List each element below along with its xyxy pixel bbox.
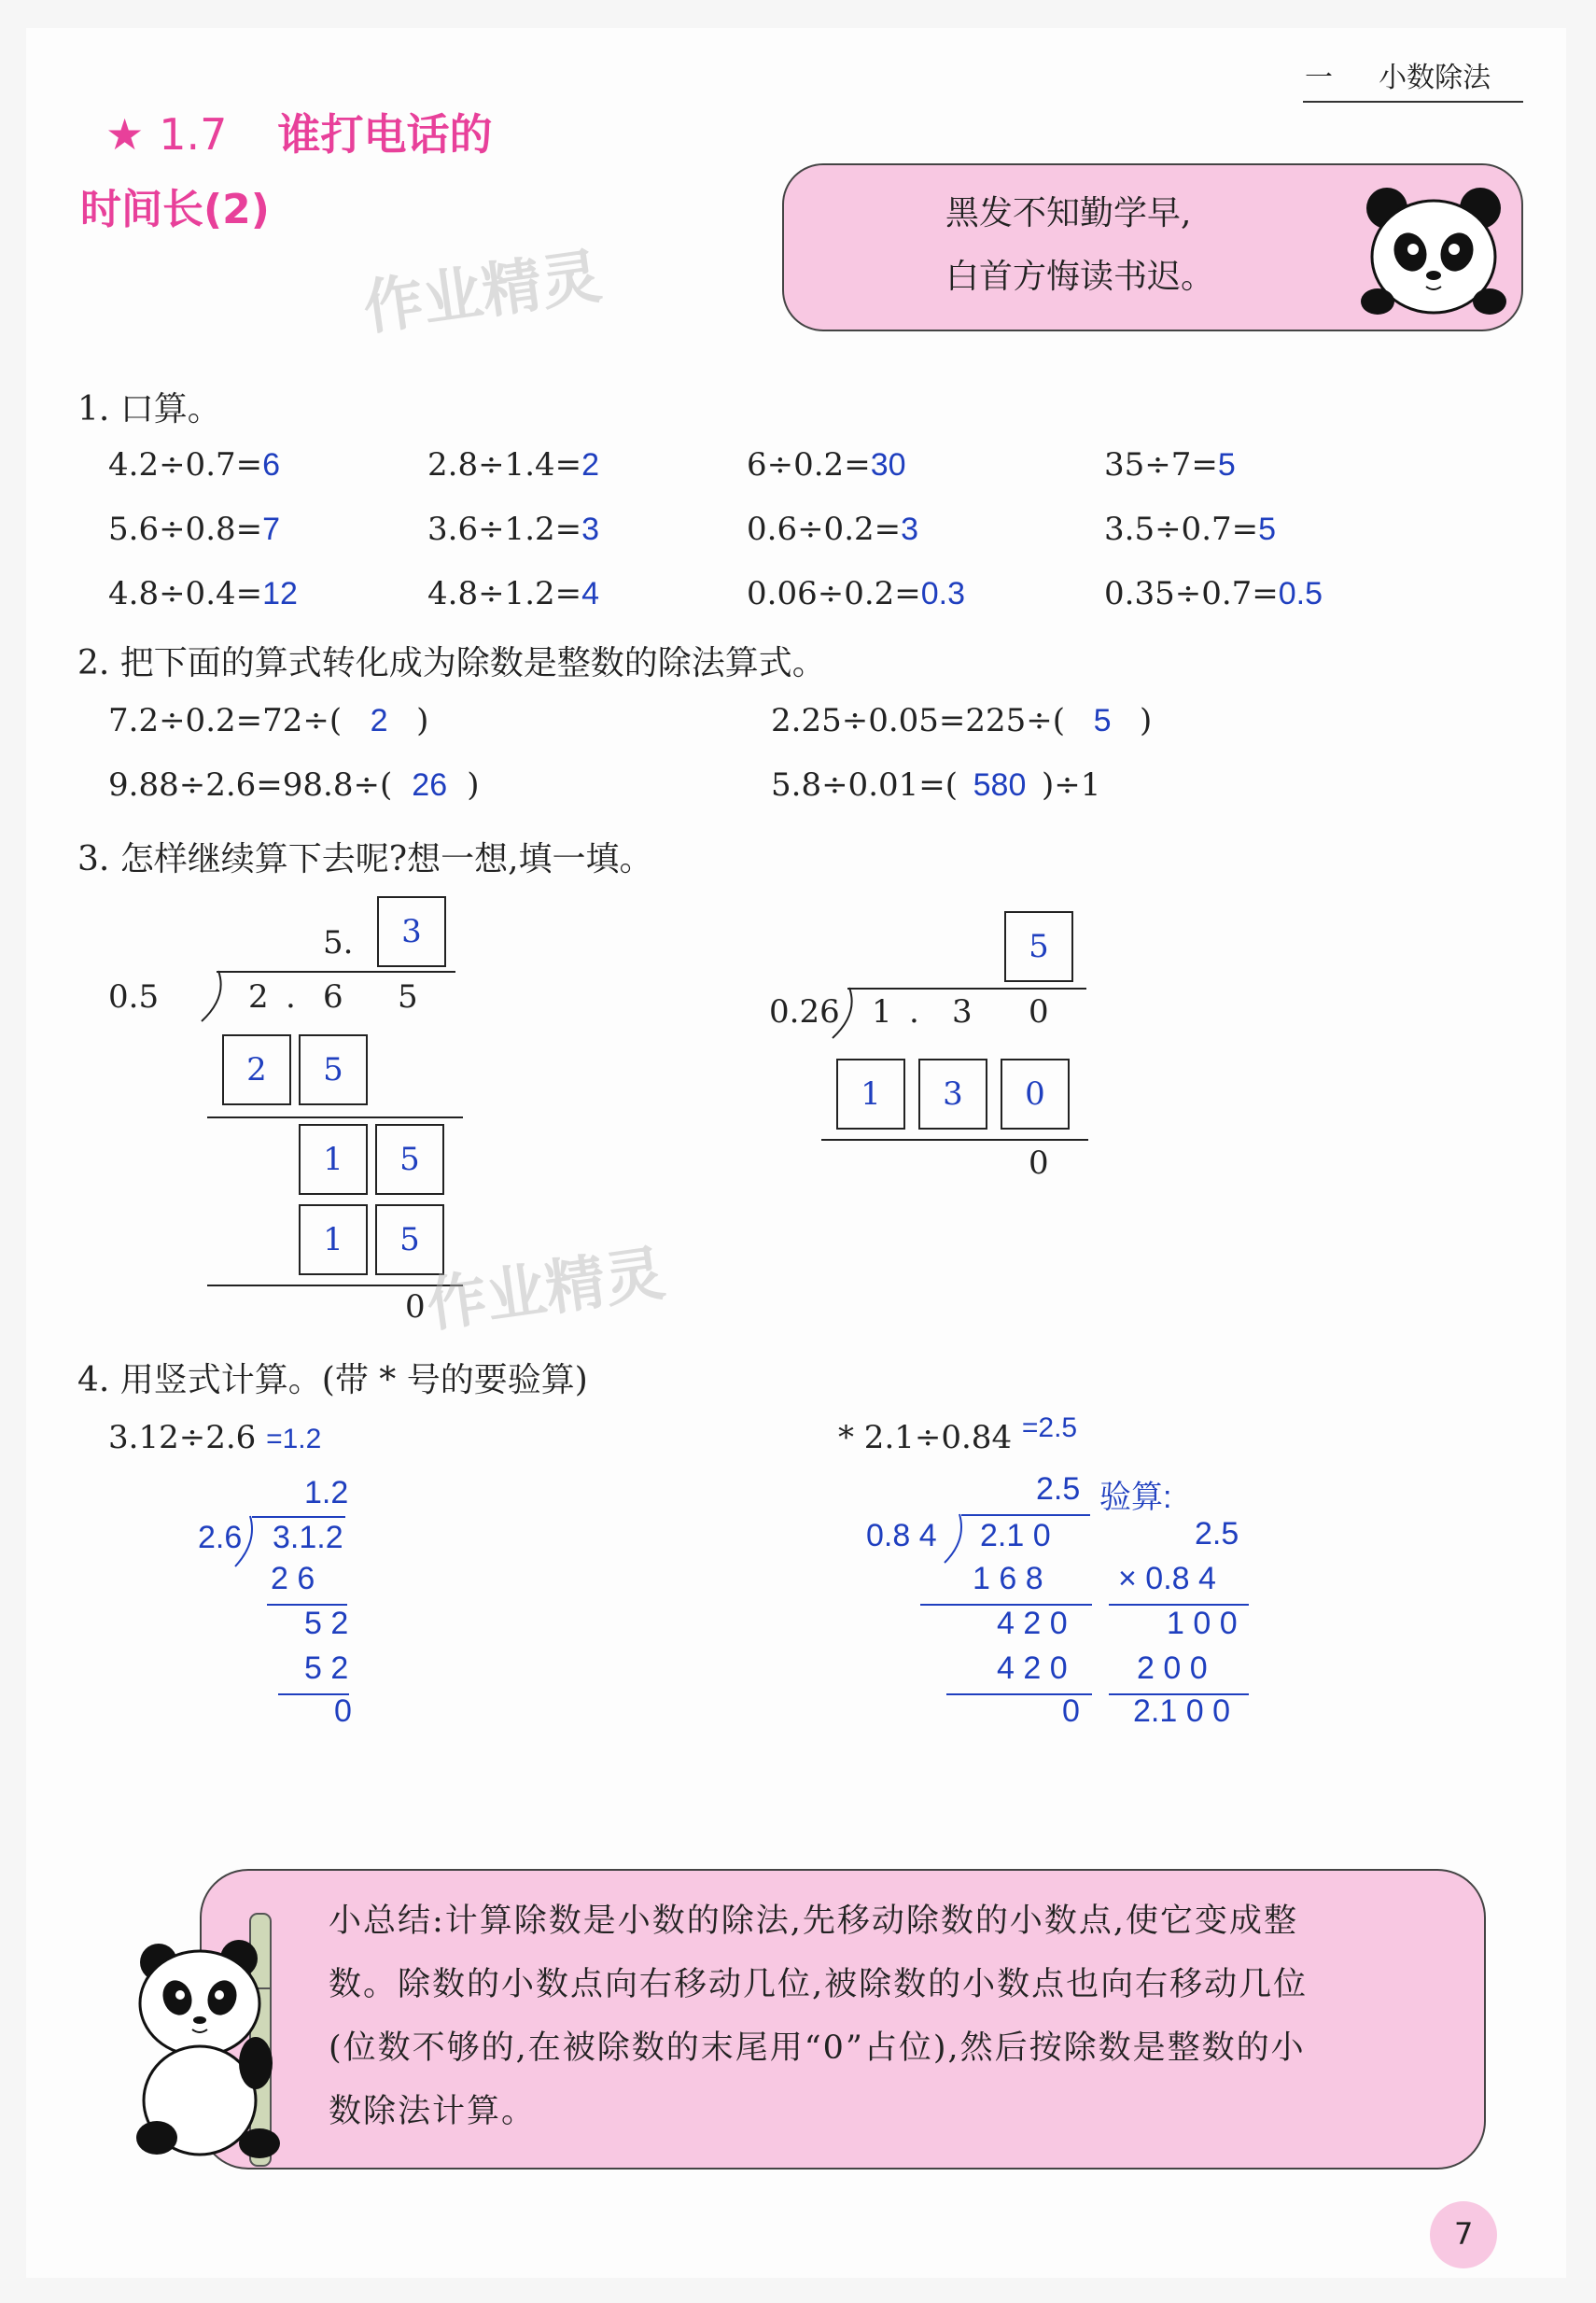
q3-left-step1-box: 5 [299, 1034, 368, 1105]
q3-right-quotient-box: 5 [1004, 911, 1073, 982]
q4a-dividend: 3.1.2 [273, 1520, 343, 1555]
q3-left-step3-box: 1 [299, 1204, 368, 1275]
q4b-check-p1: 1 0 0 [1167, 1606, 1238, 1641]
q1-title: 1. 口算。 [77, 390, 221, 428]
q3-right-dividend-digit: . [909, 993, 919, 1031]
lesson-title-line2: 时间长(2) [80, 186, 270, 233]
answer: 12 [262, 576, 298, 611]
q3-left-step3-box: 5 [375, 1204, 444, 1275]
q3-right-dividend-digit: 1 [872, 993, 892, 1031]
q3-left-quotient-box: 3 [377, 896, 446, 967]
q3-left-dividend-digit: 2 [248, 978, 269, 1016]
chapter-header [1305, 54, 1491, 95]
q1-item: 35÷7=5 [1104, 446, 1236, 484]
lesson-title-text: 谁打电话的 [277, 109, 493, 160]
answer: 5 [1258, 512, 1277, 547]
q1-item: 2.8÷1.4=2 [427, 446, 600, 484]
q3-title: 3. 怎样继续算下去呢?想一想,填一填。 [77, 840, 653, 878]
q1-item: 4.2÷0.7=6 [108, 446, 281, 484]
answer: 0.5 [1278, 576, 1323, 611]
answer: 0.3 [920, 576, 966, 611]
star-icon: ★ [105, 109, 145, 160]
q2-item: 2.25÷0.05=225÷( 5 ) [771, 702, 1153, 739]
answer: 5 [1217, 447, 1236, 483]
q4a-quotient: 1.2 [304, 1475, 349, 1510]
chapter-mark: 一 [1305, 62, 1333, 94]
q4a-row: 2 6 [271, 1561, 315, 1596]
q1-item: 3.5÷0.7=5 [1104, 511, 1277, 548]
q3-right-line [821, 1139, 1088, 1141]
panda-bamboo-icon [119, 1904, 325, 2175]
summary-line: 数除法计算。 [329, 2093, 537, 2130]
q2-item: 7.2÷0.2=72÷( 2 ) [108, 702, 429, 739]
q3-right-step1-box: 3 [918, 1059, 987, 1130]
q4b-expr: * 2.1÷0.84 =2.5 [838, 1412, 1078, 1456]
answer: =2.5 [1021, 1412, 1078, 1443]
q4a-division-bar [252, 1516, 345, 1518]
workbook-page [26, 28, 1566, 2278]
q4a-row: 5 2 [304, 1650, 349, 1686]
q1-item: 3.6÷1.2=3 [427, 511, 600, 548]
q4b-row: 4 2 0 [997, 1650, 1068, 1686]
q4-title: 4. 用竖式计算。(带 * 号的要验算) [77, 1361, 588, 1399]
q1-item: 0.6÷0.2=3 [747, 511, 919, 548]
q4a-divisor: 2.6 [198, 1520, 243, 1555]
proverb-line2: 白首方悔读书迟。 [945, 258, 1215, 296]
page-number: 7 [1454, 2216, 1474, 2252]
lesson-title-line1 [105, 101, 492, 162]
answer: 6 [262, 447, 281, 483]
proverb-line1: 黑发不知勤学早, [945, 194, 1192, 232]
q4a-row: 5 2 [304, 1606, 349, 1641]
q4b-divisor: 0.8 4 [866, 1518, 937, 1553]
answer: 3 [581, 512, 600, 547]
panda-icon [1359, 182, 1508, 322]
q4b-check-a: 2.5 [1195, 1516, 1239, 1552]
q2-item: 9.88÷2.6=98.8÷( 26 ) [108, 766, 480, 804]
q3-left-dividend-digit: 5 [398, 978, 418, 1016]
answer: 2 [370, 703, 388, 738]
watermark: 作业精灵 [422, 1239, 669, 1341]
q3-right-dividend-digit: 3 [952, 993, 973, 1031]
answer: 26 [412, 767, 448, 803]
summary-line: 小总结:计算除数是小数的除法,先移动除数的小数点,使它变成整 [329, 1903, 1299, 1940]
division-bracket [943, 1512, 967, 1565]
q4b-quotient: 2.5 [1036, 1471, 1081, 1507]
answer: 2 [581, 447, 600, 483]
q4b-check-b: × 0.8 4 [1118, 1561, 1216, 1596]
q4b-row: 4 2 0 [997, 1606, 1068, 1641]
q3-left-divisor: 0.5 [108, 978, 160, 1016]
q3-left-dividend-digit: 6 [323, 978, 343, 1016]
answer: 7 [262, 512, 281, 547]
watermark: 作业精灵 [358, 242, 606, 344]
q4b-check-label: 验算: [1099, 1480, 1172, 1515]
q2-item: 5.8÷0.01=( 580 )÷1 [771, 766, 1101, 804]
q1-item: 0.35÷0.7=0.5 [1104, 575, 1323, 612]
q3-left-remainder: 0 [405, 1288, 426, 1326]
lesson-number: 1.7 [159, 109, 228, 160]
q3-right-step1-box: 0 [1001, 1059, 1070, 1130]
q4b-row: 1 6 8 [973, 1561, 1043, 1596]
q4b-dividend: 2.1 0 [980, 1518, 1051, 1553]
division-bracket [200, 969, 228, 1023]
q4b-check-result: 2.1 0 0 [1133, 1693, 1230, 1729]
summary-line: 数。除数的小数点向右移动几位,被除数的小数点也向右移动几位 [329, 1966, 1309, 2003]
q1-item: 4.8÷0.4=12 [108, 575, 298, 612]
answer: =1.2 [266, 1424, 322, 1454]
q1-item: 0.06÷0.2=0.3 [747, 575, 966, 612]
q4a-row: 0 [334, 1693, 352, 1729]
q1-item: 6÷0.2=30 [747, 446, 906, 484]
q3-left-division-bar [217, 971, 455, 973]
q4a-expr: 3.12÷2.6 =1.2 [108, 1419, 322, 1456]
answer: 4 [581, 576, 600, 611]
q3-right-step1-box: 1 [836, 1059, 905, 1130]
header-underline [1303, 101, 1523, 103]
chapter-title: 小数除法 [1379, 62, 1491, 94]
answer: 3 [901, 512, 919, 547]
q3-left-step2-box: 1 [299, 1124, 368, 1195]
answer: 5 [1093, 703, 1112, 738]
q3-left-line [207, 1116, 463, 1118]
q3-left-quotient-prefix: 5. [323, 924, 354, 962]
q3-left-dividend-digit: . [286, 978, 296, 1016]
q3-left-step1-box: 2 [222, 1034, 291, 1105]
answer: 30 [870, 447, 906, 483]
q4b-division-bar [961, 1514, 1090, 1516]
q3-right-divisor: 0.26 [769, 993, 840, 1031]
q1-item: 5.6÷0.8=7 [108, 511, 281, 548]
q3-right-dividend-digit: 0 [1029, 993, 1049, 1031]
answer: 580 [973, 767, 1027, 803]
q1-item: 4.8÷1.2=4 [427, 575, 600, 612]
summary-line: (位数不够的,在被除数的末尾用“0”占位),然后按除数是整数的小 [329, 2029, 1306, 2067]
q4b-check-p2: 2 0 0 [1137, 1650, 1208, 1686]
q3-left-step2-box: 5 [375, 1124, 444, 1195]
q3-right-remainder: 0 [1029, 1144, 1049, 1182]
q2-title: 2. 把下面的算式转化成为除数是整数的除法算式。 [77, 644, 826, 682]
q3-right-division-bar [847, 988, 1086, 990]
q4b-row: 0 [1062, 1693, 1080, 1729]
